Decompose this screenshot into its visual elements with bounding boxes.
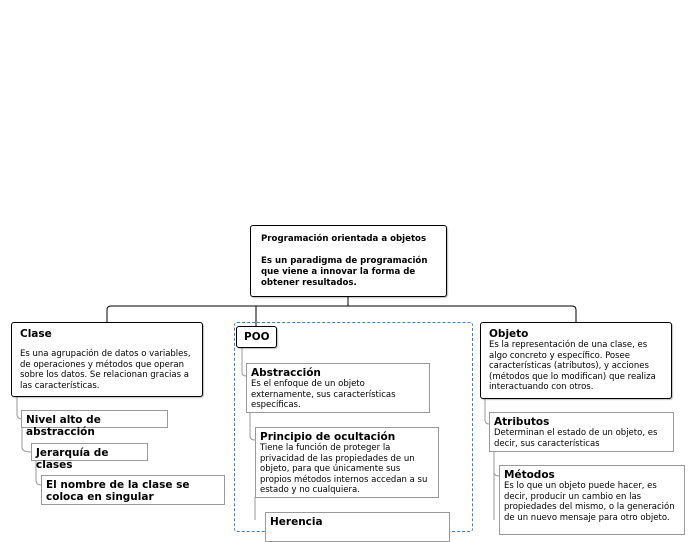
metodos-node[interactable] xyxy=(499,465,685,535)
ocultacion-description: Tiene la función de proteger la privacidad de las propiedades de un objeto, para que únicamente sus propios métodos internos accedan a su estado y no cualquiera. xyxy=(260,443,428,495)
abstraccion-title: Abstracción xyxy=(251,367,321,379)
clase-child-jerarquia[interactable] xyxy=(31,443,148,471)
objeto-description: Es la representación de una clase, es algo concreto y específico. Posee características (atributos), y acciones (métodos que lo modifican) que realiza interactuando con otros. xyxy=(489,340,656,392)
metodos-description: Es lo que un objeto puede hacer, es decir, producir un cambio en las propiedades del mismo, o la generación de un nuevo mensaje para otro objeto. xyxy=(504,481,675,523)
clase-node[interactable] xyxy=(11,322,203,397)
clase-title: Clase xyxy=(20,328,52,340)
objeto-node[interactable] xyxy=(480,322,672,399)
herencia-node[interactable] xyxy=(265,512,450,542)
ocultacion-node[interactable] xyxy=(255,427,439,498)
poo-title: POO xyxy=(244,331,270,343)
atributos-node[interactable] xyxy=(489,412,674,452)
root-title: Programación orientada a objetos xyxy=(261,234,427,244)
atributos-description: Determinan el estado de un objeto, es decir, sus características xyxy=(494,428,658,449)
clase-child-nombre-singular[interactable] xyxy=(41,475,225,505)
clase-child-label: El nombre de la clase se coloca en singular xyxy=(46,479,190,503)
abstraccion-description: Es el enfoque de un objeto externamente, sus características específicas. xyxy=(251,379,396,410)
herencia-title: Herencia xyxy=(270,516,323,528)
atributos-title: Atributos xyxy=(494,416,550,428)
clase-child-label: Jerarquía de clases xyxy=(36,447,109,471)
objeto-title: Objeto xyxy=(489,328,529,340)
poo-node[interactable] xyxy=(236,326,277,348)
clase-description: Es una agrupación de datos o variables, de operaciones y métodos que operan sobre los datos. Se relacionan gracias a las características. xyxy=(20,349,191,391)
root-description: Es un paradigma de programación que viene a innovar la forma de obtener resultados. xyxy=(261,256,428,288)
root-node[interactable] xyxy=(250,225,447,297)
clase-child-label: Nivel alto de abstracción xyxy=(26,414,101,438)
clase-child-nivel-alto[interactable] xyxy=(21,410,168,438)
metodos-title: Métodos xyxy=(504,469,555,481)
ocultacion-title: Principio de ocultación xyxy=(260,431,396,443)
abstraccion-node[interactable] xyxy=(246,363,430,413)
